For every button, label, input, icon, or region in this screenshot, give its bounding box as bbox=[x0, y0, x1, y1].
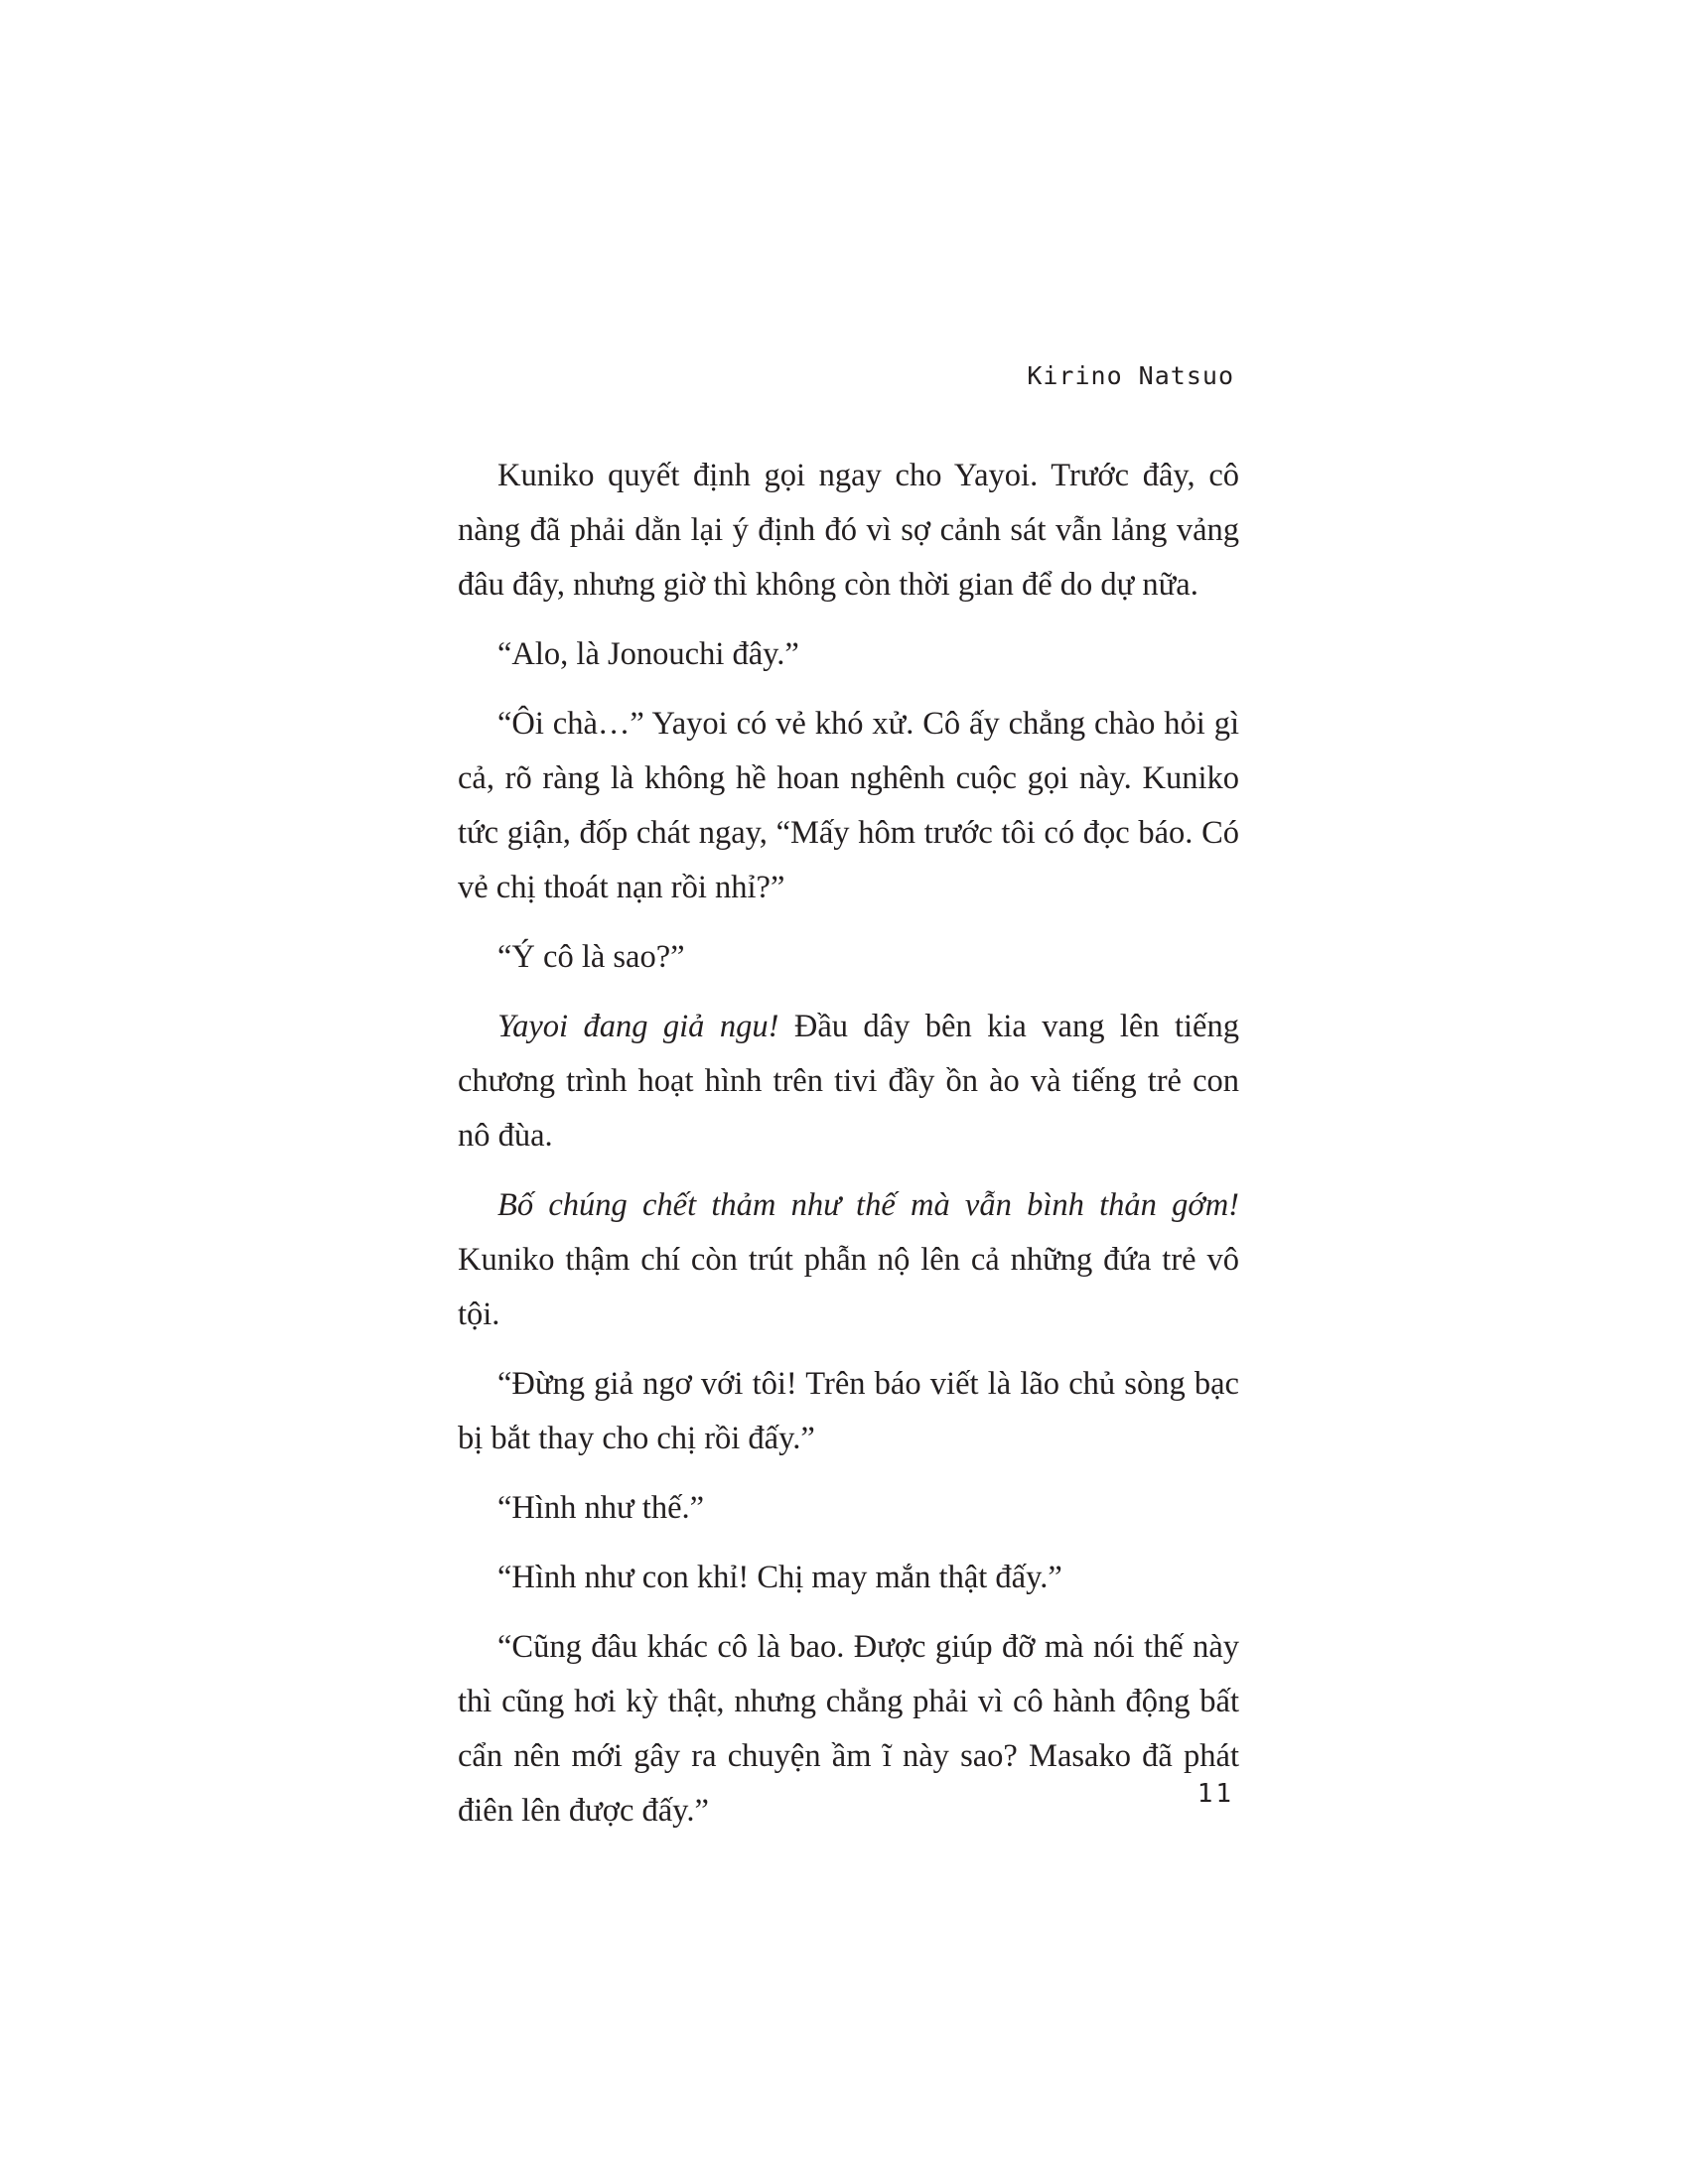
body-text bbox=[458, 449, 1239, 1853]
paragraph-text: Kuniko quyết định gọi ngay cho Yayoi. Trước đây, cô nàng đã phải dằn lại ý định đó vì sợ cảnh sát vẫn lảng vảng đâu đây, nhưng giờ thì không còn thời gian để do dự nữa. bbox=[458, 458, 1239, 603]
paragraph-text: “Hình như thế.” bbox=[497, 1490, 705, 1526]
paragraph-text: “Cũng đâu khác cô là bao. Được giúp đỡ mà nói thế này thì cũng hơi kỳ thật, nhưng chẳng phải vì cô hành động bất cẩn nên mới gây ra chuyện ầm ĩ này sao? Masako đã phát điên lên được đấy.” bbox=[458, 1629, 1239, 1829]
paragraph bbox=[458, 1178, 1239, 1342]
italic-thought: Bố chúng chết thảm như thế mà vẫn bình thản gớm! bbox=[497, 1187, 1239, 1223]
running-header-author: Kirino Natsuo bbox=[1027, 361, 1234, 390]
paragraph bbox=[458, 1551, 1239, 1605]
paragraph-text: Đầu dây bên kia vang lên tiếng chương trình hoạt hình trên tivi đầy ồn ào và tiếng trẻ con nô đùa. bbox=[458, 1009, 1239, 1154]
paragraph bbox=[458, 449, 1239, 613]
paragraph-text: “Ý cô là sao?” bbox=[497, 939, 685, 975]
paragraph bbox=[458, 1481, 1239, 1536]
italic-thought: Yayoi đang giả ngu! bbox=[497, 1009, 779, 1044]
paragraph bbox=[458, 627, 1239, 682]
paragraph-text: “Đừng giả ngơ với tôi! Trên báo viết là lão chủ sòng bạc bị bắt thay cho chị rồi đấy.” bbox=[458, 1366, 1239, 1456]
paragraph bbox=[458, 1620, 1239, 1839]
paragraph bbox=[458, 930, 1239, 985]
paragraph bbox=[458, 1000, 1239, 1163]
paragraph bbox=[458, 697, 1239, 915]
paragraph bbox=[458, 1357, 1239, 1466]
paragraph-text: Kuniko thậm chí còn trút phẫn nộ lên cả những đứa trẻ vô tội. bbox=[458, 1242, 1239, 1332]
paragraph-text: “Hình như con khỉ! Chị may mắn thật đấy.” bbox=[497, 1560, 1062, 1595]
paragraph-text: “Ôi chà…” Yayoi có vẻ khó xử. Cô ấy chẳng chào hỏi gì cả, rõ ràng là không hề hoan nghênh cuộc gọi này. Kuniko tức giận, đốp chát ngay, “Mấy hôm trước tôi có đọc báo. Có vẻ chị thoát nạn rồi nhỉ?” bbox=[458, 706, 1239, 905]
paragraph-text: “Alo, là Jonouchi đây.” bbox=[497, 636, 799, 672]
page-number: 11 bbox=[1196, 1779, 1234, 1809]
